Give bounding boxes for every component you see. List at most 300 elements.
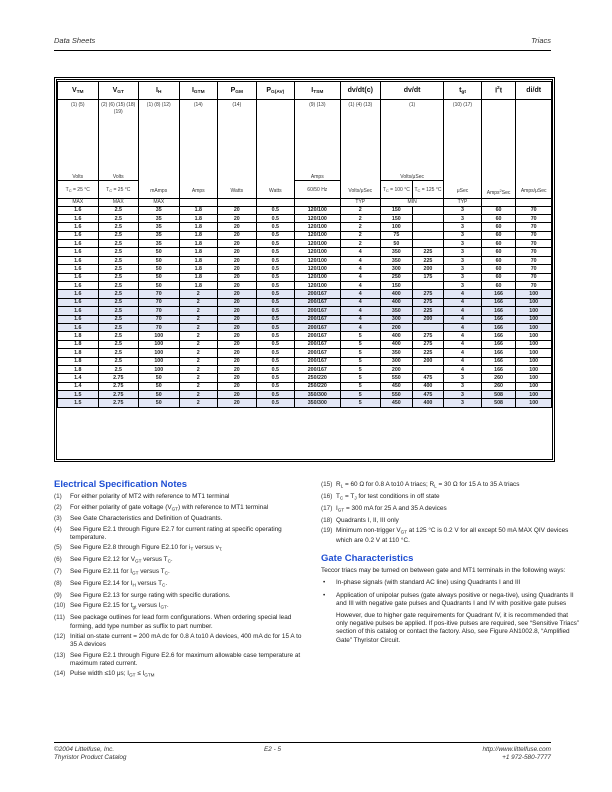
gate-intro: Teccor triacs may be turned on between gate and MT1 terminals in the following ways: (321, 567, 566, 575)
table-cell (412, 214, 444, 222)
note-item (321, 517, 581, 525)
footer-phone: +1 972-580-7777 (502, 754, 551, 761)
table-cell: 70 (139, 290, 180, 298)
table-cell: 0.5 (256, 206, 295, 214)
table-cell: 4 (444, 357, 482, 365)
right-column (321, 481, 581, 649)
ref-dvdtc-cell (340, 100, 381, 199)
table-cell: 3 (444, 391, 482, 399)
table-cell: 0.5 (256, 290, 295, 298)
note-item (54, 670, 310, 680)
table-row (58, 382, 552, 390)
table-cell: 1.4 (58, 374, 99, 382)
note-number: (5) (54, 544, 62, 552)
note-item (54, 504, 310, 514)
table-cell: 0.5 (256, 332, 295, 340)
table-cell: 60 (481, 282, 516, 290)
table-cell: 4 (444, 298, 482, 306)
table-cell: 550 (381, 391, 413, 399)
table-cell: 3 (444, 382, 482, 390)
col-igtm: $I_{GTM}$ (179, 82, 218, 100)
table-cell: 1.4 (58, 382, 99, 390)
table-cell: 1.6 (58, 240, 99, 248)
table-cell: 75 (381, 231, 413, 239)
table-cell: 20 (218, 256, 257, 264)
table-cell: 20 (218, 315, 257, 323)
table-cell: 3 (444, 265, 482, 273)
table-cell: 0.5 (256, 323, 295, 331)
table-cell: 2.5 (98, 223, 139, 231)
table-cell: 2.75 (98, 391, 139, 399)
note-number: (12) (54, 632, 66, 640)
table-cell: 450 (381, 399, 413, 407)
note-number: (19) (321, 527, 333, 535)
note-item (54, 556, 310, 566)
table-cell: 508 (481, 391, 516, 399)
footer-copyright: ©2004 Littelfuse, Inc. (54, 746, 115, 753)
table-cell: 1.6 (58, 256, 99, 264)
note-number: (16) (321, 492, 333, 500)
table-cell: 120/100 (295, 265, 340, 273)
table-cell: 5 (340, 391, 381, 399)
table-cell: 100 (139, 332, 180, 340)
ref-igtm: (14) (193, 102, 203, 108)
table-cell: 4 (444, 307, 482, 315)
table-cell: 35 (139, 231, 180, 239)
table-cell: 1.8 (58, 349, 99, 357)
note-item (54, 515, 310, 523)
footer-left (54, 746, 126, 762)
note-text: $I_{GT} = 300$ mA for 25 A and 35 A devices (336, 504, 447, 513)
unit-itsm: Amps (295, 172, 340, 181)
gate-bullet (321, 579, 581, 587)
table-cell: 475 (412, 374, 444, 382)
table-cell: 275 (412, 332, 444, 340)
page-header (54, 36, 551, 51)
table-cell: 0.5 (256, 391, 295, 399)
header-chapter-title: Triacs (531, 36, 551, 45)
table-cell: 120/100 (295, 214, 340, 222)
ref-i2t-cell (481, 100, 516, 199)
table-row (58, 290, 552, 298)
note-item (54, 580, 310, 590)
note-number: (14) (54, 670, 66, 678)
table-cell: 166 (481, 315, 516, 323)
cond-vtm: $T_C = 25$ °C (58, 181, 99, 199)
table-cell: 150 (381, 214, 413, 222)
table-cell: 508 (481, 399, 516, 407)
table-cell: 70 (516, 240, 552, 248)
note-item (54, 592, 310, 600)
lim-i2t (481, 199, 516, 207)
table-cell: 60 (481, 256, 516, 264)
table-cell: 100 (516, 357, 552, 365)
note-text: See Figure E2.15 for $t_{gt}$ versus $I_{GT}$. (70, 602, 169, 610)
table-cell: 20 (218, 273, 257, 281)
table-cell: 2.5 (98, 298, 139, 306)
unit-vtm: Volts (58, 172, 99, 181)
table-cell: 200/167 (295, 349, 340, 357)
table-cell: 400 (412, 399, 444, 407)
table-cell: 20 (218, 290, 257, 298)
table-cell: 0.5 (256, 399, 295, 407)
table-row (58, 231, 552, 239)
table-cell: 0.5 (256, 214, 295, 222)
table-cell: 100 (516, 307, 552, 315)
table-cell: 0.5 (256, 248, 295, 256)
table-cell: 120/100 (295, 282, 340, 290)
table-cell: 166 (481, 340, 516, 348)
table-cell: 200/167 (295, 298, 340, 306)
table-cell: 225 (412, 307, 444, 315)
table-cell: 1.8 (179, 240, 218, 248)
notes-title: Electrical Specification Notes (54, 479, 188, 490)
table-cell: 60 (481, 248, 516, 256)
note-item (321, 505, 581, 515)
note-text: See Figure E2.8 through Figure E2.10 for $i_T$ versus $v_{T.}$ (70, 544, 223, 552)
table-cell: 4 (340, 282, 381, 290)
table-cell: 3 (444, 399, 482, 407)
note-number: (3) (54, 515, 62, 523)
table-cell: 5 (340, 357, 381, 365)
note-text: Initial on-state current = 200 mA dc for 0.8 A to10 A devices, 400 mA dc for 15 A to 35 A devices (70, 632, 302, 649)
table-cell: 5 (340, 365, 381, 373)
table-cell: 2 (340, 240, 381, 248)
note-number: (13) (54, 651, 66, 659)
ref-pgav-empty (257, 102, 295, 188)
lim-igtm (179, 199, 218, 207)
table-row (58, 265, 552, 273)
table-cell: 166 (481, 365, 516, 373)
table-cell: 2 (179, 323, 218, 331)
bullet-icon: • (323, 579, 326, 587)
table-cell (412, 323, 444, 331)
lim-pgav (256, 199, 295, 207)
table-cell: 100 (516, 349, 552, 357)
table-cell: 2 (179, 382, 218, 390)
table-cell: 1.8 (179, 265, 218, 273)
gate-bullet-text: In-phase signals (with standard AC line) using Quadrants I and III (336, 579, 521, 587)
table-cell (412, 206, 444, 214)
table-cell: 60 (481, 206, 516, 214)
table-cell: 2.5 (98, 290, 139, 298)
note-item (54, 614, 310, 630)
table-cell: 4 (340, 315, 381, 323)
table-cell: 5 (340, 340, 381, 348)
table-cell: 70 (516, 248, 552, 256)
table-cell: 0.5 (256, 307, 295, 315)
table-cell: 2 (179, 374, 218, 382)
table-cell: 50 (139, 273, 180, 281)
table-cell: 1.6 (58, 307, 99, 315)
unit-dvdtc: Volts/μSec (348, 188, 373, 194)
lim-didt (516, 199, 552, 207)
header-row-symbols (58, 82, 552, 100)
table-cell: 3 (444, 248, 482, 256)
table-cell: 2.5 (98, 240, 139, 248)
table-cell: 1.8 (58, 357, 99, 365)
table-cell: 2.5 (98, 256, 139, 264)
table-cell: 2.5 (98, 365, 139, 373)
table-cell: 20 (218, 282, 257, 290)
note-text: See Figure E2.1 through Figure E2.7 for current rating at specific operating temperature. (70, 525, 282, 542)
table-cell: 0.5 (256, 223, 295, 231)
table-cell: 3 (444, 273, 482, 281)
note-item (54, 652, 310, 668)
note-number: (18) (321, 516, 333, 524)
table-cell: 120/100 (295, 240, 340, 248)
col-ih: $I_H$ (139, 82, 180, 100)
table-cell: 100 (139, 365, 180, 373)
table-cell: 1.5 (58, 391, 99, 399)
table-cell: 300 (381, 357, 413, 365)
col-dvdt: dv/dt (381, 82, 444, 100)
table-cell: 50 (139, 265, 180, 273)
table-cell: 0.5 (256, 298, 295, 306)
table-cell: 100 (381, 223, 413, 231)
table-cell: 0.5 (256, 256, 295, 264)
table-cell: 70 (516, 265, 552, 273)
ref-i2t-empty (482, 102, 516, 188)
table-cell: 3 (444, 206, 482, 214)
table-cell: 5 (340, 382, 381, 390)
table-cell: 200/167 (295, 307, 340, 315)
table-cell: 400 (381, 290, 413, 298)
table-cell: 1.8 (179, 214, 218, 222)
table-cell: 1.8 (179, 248, 218, 256)
footer-url[interactable]: http://www.littelfuse.com (482, 746, 551, 753)
table-cell: 2.5 (98, 332, 139, 340)
table-cell: 20 (218, 340, 257, 348)
table-cell: 35 (139, 214, 180, 222)
table-cell: 70 (139, 307, 180, 315)
table-cell: 166 (481, 290, 516, 298)
table-cell: 100 (139, 357, 180, 365)
ref-dvdtc: (1) (4) (13) (348, 102, 373, 108)
table-cell: 475 (412, 391, 444, 399)
table-cell: 1.8 (58, 340, 99, 348)
table-cell: 0.5 (256, 357, 295, 365)
table-cell: 550 (381, 374, 413, 382)
table-cell: 20 (218, 332, 257, 340)
table-cell: 2 (340, 214, 381, 222)
table-cell: 200 (381, 365, 413, 373)
footer-right (482, 746, 551, 762)
table-cell: 225 (412, 248, 444, 256)
table-cell: 2.5 (98, 349, 139, 357)
table-cell: 1.8 (179, 206, 218, 214)
table-cell: 166 (481, 298, 516, 306)
note-text: $T_C = T_J$ for test conditions in off state (336, 492, 440, 501)
table-cell: 100 (516, 391, 552, 399)
note-text: See Figure E2.14 for $I_H$ versus $T_C$. (70, 580, 168, 588)
bullet-icon: • (323, 591, 326, 599)
table-cell (412, 365, 444, 373)
table-cell: 60 (481, 265, 516, 273)
table-cell: 70 (139, 315, 180, 323)
note-item (54, 493, 310, 501)
note-number: (7) (54, 568, 62, 576)
table-cell: 200 (412, 315, 444, 323)
notes-list-left (54, 493, 310, 680)
cond-dvdt-100: $T_C = 100$ °C (381, 181, 413, 199)
table-cell: 120/100 (295, 206, 340, 214)
header-row-limits (58, 199, 552, 207)
table-cell: 20 (218, 399, 257, 407)
table-cell: 166 (481, 349, 516, 357)
table-cell: 1.6 (58, 323, 99, 331)
table-row (58, 256, 552, 264)
table-cell: 2.5 (98, 357, 139, 365)
table-cell: 166 (481, 307, 516, 315)
table-row (58, 298, 552, 306)
table-cell: 50 (381, 240, 413, 248)
table-cell: 0.5 (256, 282, 295, 290)
table-cell: 70 (139, 298, 180, 306)
table-cell: 0.5 (256, 273, 295, 281)
table-cell: 50 (139, 248, 180, 256)
table-cell: 20 (218, 374, 257, 382)
note-number: (8) (54, 580, 62, 588)
lim-tgt: TYP (444, 199, 482, 207)
table-cell: 70 (516, 231, 552, 239)
table-cell: 120/100 (295, 256, 340, 264)
table-cell: 20 (218, 307, 257, 315)
table-cell: 70 (516, 273, 552, 281)
note-item (54, 526, 310, 542)
table-cell: 250/220 (295, 382, 340, 390)
note-text: See package outlines for lead form configurations. When ordering special lead forming, add type number as suffix to part number. (70, 614, 292, 630)
table-cell: 350 (381, 307, 413, 315)
table-cell: 275 (412, 290, 444, 298)
table-cell: 3 (444, 231, 482, 239)
unit-ih: mAmps (150, 188, 168, 194)
table-cell: 4 (444, 290, 482, 298)
table-cell: 2.5 (98, 206, 139, 214)
table-cell: 100 (516, 374, 552, 382)
table-cell: 20 (218, 240, 257, 248)
col-i2t: $I^2t$ (481, 82, 516, 100)
triac-spec-table (57, 81, 552, 408)
table-cell: 20 (218, 214, 257, 222)
note-text: See Figure E2.11 for $I_{GT}$ versus $T_C$. (70, 568, 170, 576)
table-cell: 4 (340, 256, 381, 264)
table-cell: 225 (412, 256, 444, 264)
table-row (58, 332, 552, 340)
table-row (58, 282, 552, 290)
note-number: (15) (321, 481, 333, 488)
table-cell: 20 (218, 349, 257, 357)
table-cell: 60 (481, 273, 516, 281)
table-cell: 200/167 (295, 357, 340, 365)
lim-ih: MAX (139, 199, 180, 207)
table-cell: 4 (340, 298, 381, 306)
table-cell: 120/100 (295, 223, 340, 231)
ref-tgt-cell (444, 100, 482, 199)
note-text: See Figure E2.12 for $V_{GT}$ versus $T_C$. (70, 556, 173, 564)
table-row (58, 206, 552, 214)
table-cell: 2 (179, 357, 218, 365)
note-number: (17) (321, 504, 333, 512)
table-cell: 70 (139, 323, 180, 331)
table-row (58, 374, 552, 382)
col-vgt: $V_{GT}$ (98, 82, 139, 100)
table-cell: 0.5 (256, 382, 295, 390)
table-cell: 150 (381, 206, 413, 214)
table-cell: 2 (179, 315, 218, 323)
col-itsm: $I_{TSM}$ (295, 82, 340, 100)
ref-ih: (1) (8) (12) (146, 102, 171, 108)
note-text: See Figure E2.1 through Figure E2.6 for maximum allowable case temperature at maximum rated current. (70, 651, 301, 667)
table-cell: 100 (516, 382, 552, 390)
table-row (58, 273, 552, 281)
table-row (58, 307, 552, 315)
table-cell: 2.5 (98, 214, 139, 222)
table-cell: 260 (481, 374, 516, 382)
ref-itsm: (9) (13) (295, 100, 340, 172)
table-cell: 70 (516, 282, 552, 290)
table-cell: 120/100 (295, 248, 340, 256)
table-cell: 1.8 (58, 365, 99, 373)
table-cell: 5 (340, 399, 381, 407)
table-cell: 2.5 (98, 323, 139, 331)
table-cell: 0.5 (256, 315, 295, 323)
table-cell: 200 (381, 323, 413, 331)
table-cell: 4 (444, 332, 482, 340)
table-cell: 50 (139, 374, 180, 382)
table-cell: 1.6 (58, 248, 99, 256)
unit-vgt: Volts (98, 172, 139, 181)
table-cell: 4 (340, 273, 381, 281)
table-cell: 0.5 (256, 349, 295, 357)
table-row (58, 223, 552, 231)
table-cell: 50 (139, 256, 180, 264)
footer-page-number: E2 - 5 (264, 746, 282, 753)
lim-itsm (295, 199, 340, 207)
note-item (54, 568, 310, 578)
table-cell: 2.5 (98, 231, 139, 239)
table-cell: 1.6 (58, 231, 99, 239)
note-item (54, 544, 310, 554)
ref-pgav-cell (256, 100, 295, 199)
note-number: (9) (54, 592, 62, 600)
table-cell: 20 (218, 323, 257, 331)
table-cell: 2 (179, 307, 218, 315)
table-cell: 150 (381, 282, 413, 290)
table-cell: 1.5 (58, 399, 99, 407)
table-cell: 2 (179, 391, 218, 399)
table-cell: 166 (481, 357, 516, 365)
table-cell: 0.5 (256, 365, 295, 373)
table-cell: 60 (481, 223, 516, 231)
table-cell: 0.5 (256, 340, 295, 348)
table-cell: 50 (139, 382, 180, 390)
table-cell: 166 (481, 323, 516, 331)
table-cell: 50 (139, 282, 180, 290)
col-dvdtc: dv/dt(c) (340, 82, 381, 100)
table-cell: 5 (340, 349, 381, 357)
ref-didt-empty (516, 102, 551, 188)
table-cell: 4 (444, 365, 482, 373)
header-section-title: Data Sheets (54, 36, 96, 45)
table-cell: 1.6 (58, 206, 99, 214)
table-cell: 4 (444, 340, 482, 348)
table-row (58, 399, 552, 407)
note-item (321, 481, 581, 491)
unit-dvdt: Volts/μSec (381, 172, 444, 181)
table-row (58, 357, 552, 365)
table-cell: 60 (481, 240, 516, 248)
